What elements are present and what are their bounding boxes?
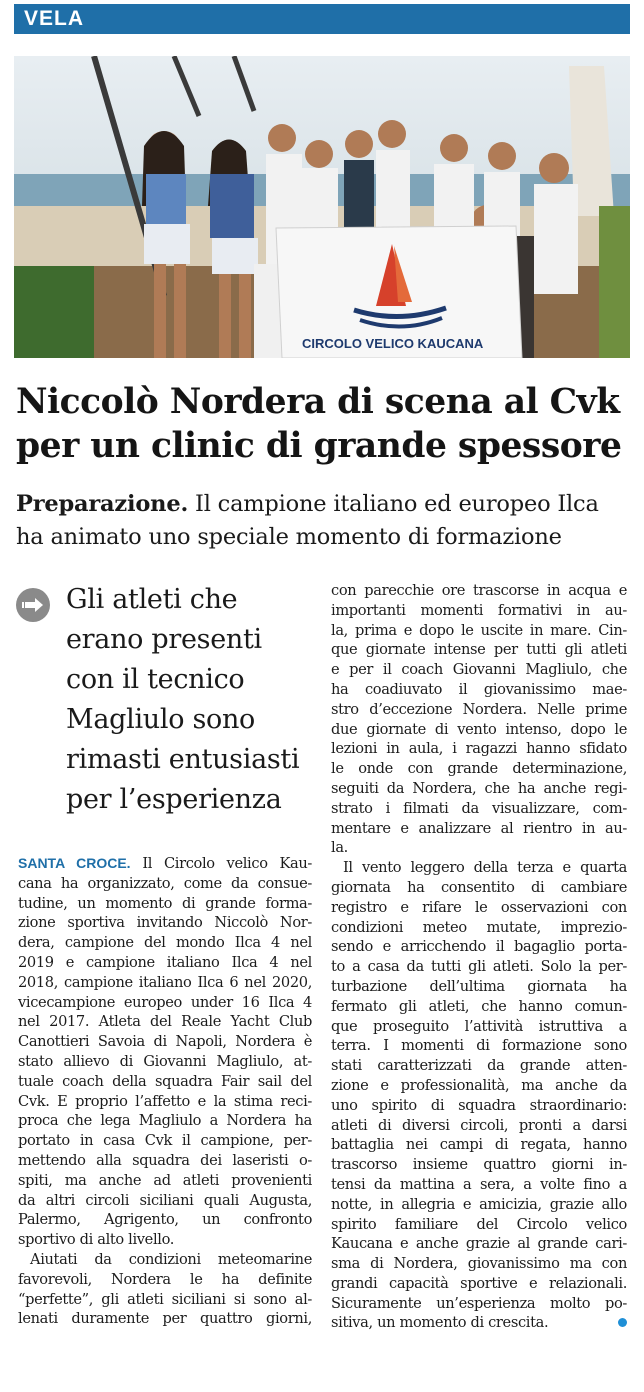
headline-line: Niccolò Nordera di scena al Cvk — [16, 382, 620, 422]
body-line: seguiti da Nordera, che ha anche regi- — [331, 779, 627, 797]
body-line: zione sportiva invitando Niccolò Nor- — [18, 914, 312, 932]
body-line: portato in casa Cvk il campione, per- — [18, 1132, 312, 1150]
body-line: trascorso insieme quattro giorni in- — [331, 1156, 627, 1174]
body-line: Aiutati da condizioni meteomarine — [30, 1250, 312, 1268]
body-line: giornata ha consentito di cambiare — [331, 878, 627, 896]
pull-quote-line: con il tecnico — [66, 664, 245, 695]
flag-caption: CIRCOLO VELICO KAUCANA — [302, 336, 484, 351]
body-line: “perfette”, gli atleti siciliani si sono al- — [18, 1290, 312, 1308]
body-line: importanti momenti formativi in au- — [331, 601, 627, 619]
body-line: due giornate di vento intenso, dopo le — [331, 720, 627, 738]
body-line: notte, in allegria e amicizia, grazie allo — [331, 1195, 627, 1213]
body-line: la, prima e dopo le uscite in mare. Cin- — [331, 621, 627, 639]
body-line: terra. I momenti di formazione sono — [331, 1037, 627, 1055]
body-line: mentare e analizzare al rientro in au- — [331, 819, 627, 837]
body-line: lenati duramente per quattro giorni, — [18, 1310, 312, 1328]
headline-line: per un clinic di grande spessore — [16, 426, 622, 466]
body-line: condizioni meteo mutate, imprezio- — [331, 918, 627, 936]
deck-kicker: Preparazione. — [16, 491, 189, 517]
body-line: turbazione dell’ultima giornata ha — [331, 977, 627, 995]
body-line: Canottieri Savoia di Napoli, Nordera è — [18, 1033, 312, 1051]
body-line: sendo e arricchendo il bagaglio porta- — [331, 938, 627, 956]
body-line: sportivo di alto livello. — [18, 1231, 175, 1249]
body-line: con parecchie ore trascorse in acqua e — [331, 582, 627, 599]
body-line: tudine, un momento di grande forma- — [18, 894, 312, 912]
body-line: que proseguito l’attività istruttiva a — [331, 1017, 627, 1035]
article-photo — [14, 56, 630, 358]
article-column-right — [331, 581, 627, 1333]
body-line: stro d’eccezione Nordera. Nelle prime — [331, 700, 627, 718]
body-line: ha coadiuvato il giovanissimo mae- — [331, 680, 627, 698]
headline — [16, 380, 632, 468]
body-line: atleti di diversi circoli, pronti a darsi — [331, 1116, 627, 1134]
body-line: 2019 e campione italiano Ilca 4 nel — [18, 953, 312, 971]
body-line: favorevoli, Nordera le ha definite — [18, 1270, 312, 1288]
arrow-right-icon — [16, 588, 50, 622]
pull-quote-line: erano presenti — [66, 624, 262, 655]
body-line: sma di Nordera, giovanissimo ma con — [331, 1255, 627, 1273]
body-line: e per il coach Giovanni Magliulo, che — [331, 661, 627, 679]
team-photo-illustration — [14, 56, 630, 358]
body-line: spirito familiare del Circolo velico — [331, 1215, 627, 1233]
body-line: fermato gli atleti, che hanno comun- — [331, 997, 627, 1015]
body-line: proca che lega Magliulo a Nordera ha — [18, 1112, 312, 1130]
body-line: tensi da mattina a sera, a volte fino a — [331, 1175, 627, 1193]
article-end-marker — [618, 1318, 627, 1327]
body-line: que giornate intense per tutti gli atleti — [331, 641, 627, 659]
body-line: spiti, ma anche ad atleti provenienti — [18, 1171, 312, 1189]
body-line: dera, campione del mondo Ilca 4 nel — [18, 934, 312, 952]
body-line: to a casa da tutti gli atleti. Solo la per- — [331, 958, 627, 976]
body-line: Sicuramente un’esperienza molto po- — [331, 1294, 627, 1312]
pull-quote-line: Gli atleti che — [66, 584, 238, 615]
deck-text: Il campione italiano ed europeo Ilca — [188, 491, 599, 517]
body-line: cana ha organizzato, come da consue- — [18, 874, 312, 892]
body-line: uno spirito di squadra straordinario: — [331, 1096, 627, 1114]
pull-quote-line: Magliulo sono — [66, 704, 256, 735]
body-line: le onde con grande determinazione, — [331, 760, 627, 778]
section-header — [14, 4, 630, 34]
dateline: SANTA CROCE. — [18, 855, 131, 871]
pull-quote-line: rimasti entusiasti — [66, 744, 300, 775]
subheadline — [16, 488, 632, 554]
body-line: Palermo, Agrigento, un confronto — [18, 1211, 312, 1229]
body-line: tuale coach della squadra Fair sail del — [18, 1072, 312, 1090]
body-line: da altri circoli siciliani quali Augusta, — [18, 1191, 312, 1209]
body-line: lezioni in aula, i ragazzi hanno sfidato — [331, 740, 627, 758]
article-column-left — [18, 854, 312, 1329]
body-line: Kaucana e anche grazie al grande cari- — [331, 1235, 627, 1253]
body-line: la. — [331, 839, 348, 857]
body-text: Il Circolo velico Kau- — [130, 855, 312, 872]
body-line: sitiva, un momento di crescita. — [331, 1314, 549, 1332]
body-line: stati caratterizzati da grande atten- — [331, 1057, 627, 1075]
body-line: strato i filmati da visualizzare, com- — [331, 799, 627, 817]
body-line: battaglia nei campi di regata, hanno — [331, 1136, 627, 1154]
body-line: Cvk. E proprio l’affetto e la stima reci- — [18, 1092, 312, 1110]
pull-quote-line: per l’esperienza — [66, 784, 282, 815]
body-line: Il vento leggero della terza e quarta — [343, 859, 627, 877]
body-line: nel 2017. Atleta del Reale Yacht Club — [18, 1013, 312, 1031]
deck-text: ha animato uno speciale momento di formazione — [16, 524, 562, 550]
body-line: stato allievo di Giovanni Magliulo, at- — [18, 1052, 312, 1070]
body-line: grandi capacità sportive e relazionali. — [331, 1274, 627, 1292]
body-line: zione e professionalità, ma anche da — [331, 1076, 627, 1094]
body-line: 2018, campione italiano Ilca 6 nel 2020, — [18, 973, 312, 991]
body-line: registro e rifare le osservazioni con — [331, 898, 627, 916]
section-label: VELA — [24, 7, 85, 30]
body-line: mettendo alla squadra dei laseristi o- — [18, 1151, 312, 1169]
body-line: vicecampione europeo under 16 Ilca 4 — [18, 993, 312, 1011]
